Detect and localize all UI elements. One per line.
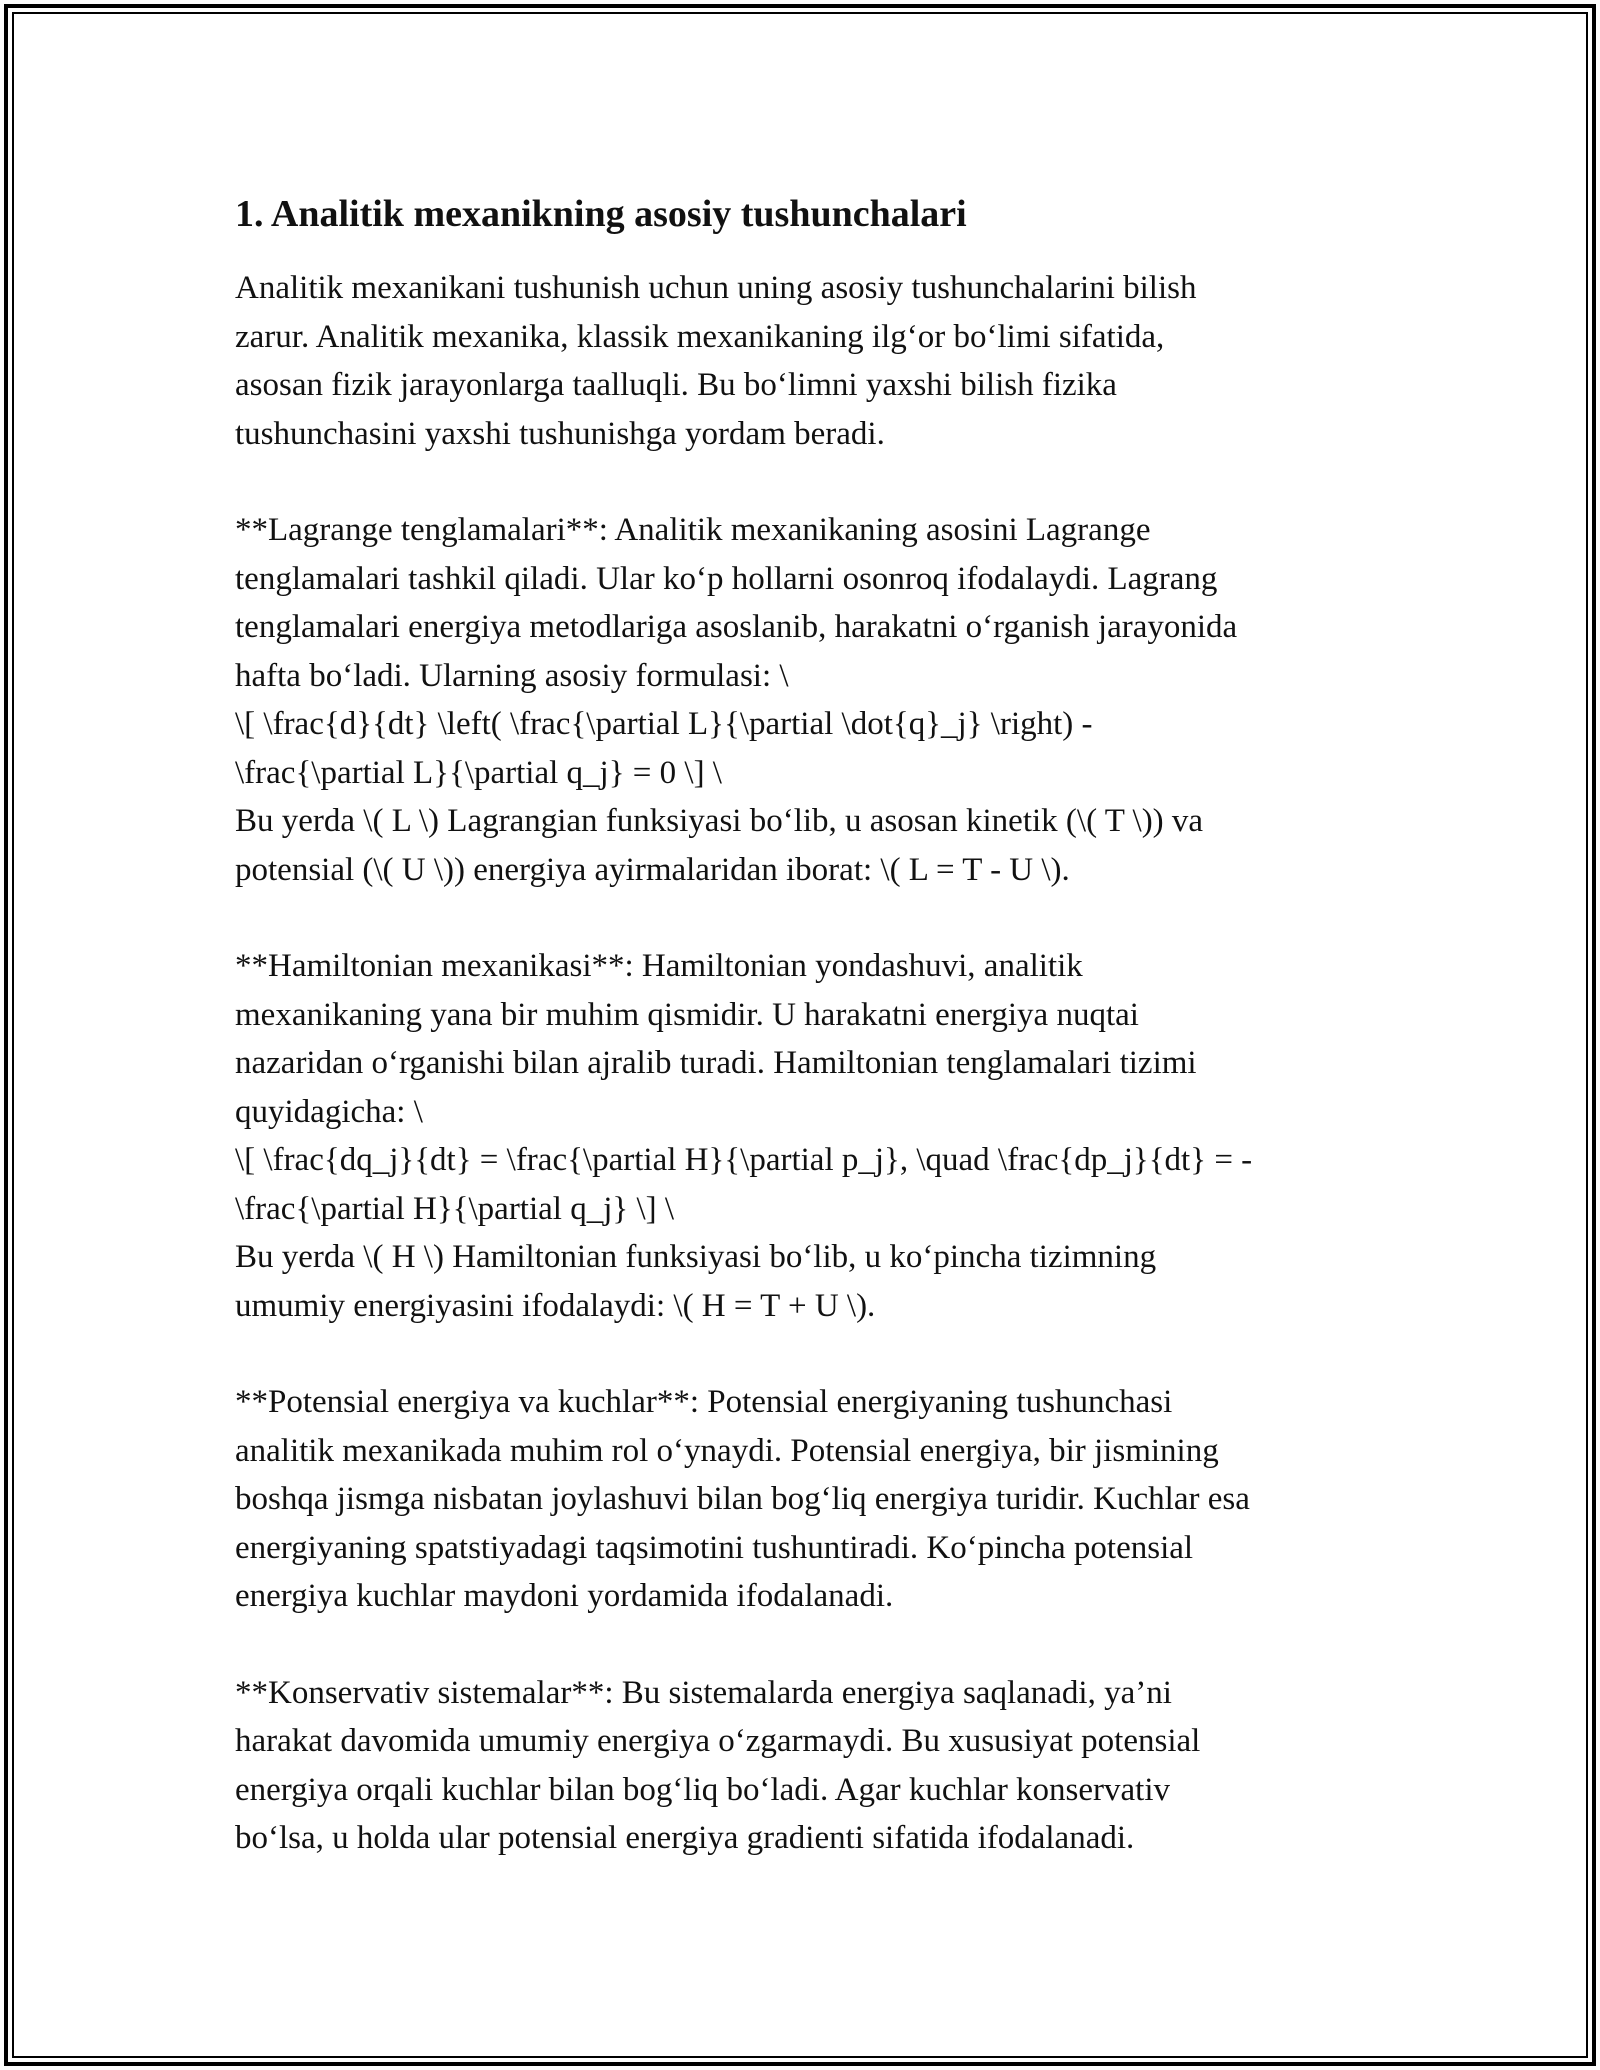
paragraph-lagrange bbox=[235, 506, 1375, 894]
text-line: energiya orqali kuchlar bilan bog‘liq bo‘ladi. Agar kuchlar konservativ bbox=[235, 1771, 1171, 1808]
text-line: tushunchasini yaxshi tushunishga yordam beradi. bbox=[235, 415, 885, 452]
section-heading: 1. Analitik mexanikning asosiy tushunchalari bbox=[235, 193, 967, 235]
formula-line: \[ \frac{d}{dt} \left( \frac{\partial L}{\partial \dot{q}_j} \right) - bbox=[235, 706, 1093, 742]
formula-line: \frac{\partial H}{\partial q_j} \] \ bbox=[235, 1190, 675, 1227]
text-line: zarur. Analitik mexanika, klassik mexanikaning ilg‘or bo‘limi sifatida, bbox=[235, 318, 1165, 355]
text-line: **Konservativ sistemalar**: Bu sistemalarda energiya saqlanadi, ya’ni bbox=[235, 1674, 1172, 1711]
text-line: analitik mexanikada muhim rol o‘ynaydi. Potensial energiya, bir jismining bbox=[235, 1432, 1219, 1469]
formula-line: \frac{\partial L}{\partial q_j} = 0 \] \ bbox=[235, 754, 722, 791]
text-line: **Lagrange tenglamalari**: Analitik mexanikaning asosini Lagrange bbox=[235, 512, 1151, 548]
paragraph-potential-energy bbox=[235, 1378, 1375, 1621]
text-line: **Potensial energiya va kuchlar**: Potensial energiyaning tushunchasi bbox=[235, 1384, 1173, 1420]
text-line: tenglamalari energiya metodlariga asoslanib, harakatni o‘rganish jarayonida bbox=[235, 609, 1238, 645]
text-line: hafta bo‘ladi. Ularning asosiy formulasi: \ bbox=[235, 657, 789, 694]
paragraph-conservative-systems bbox=[235, 1669, 1375, 1863]
text-line: umumiy energiyasini ifodalaydi: \( H = T + U \). bbox=[235, 1287, 876, 1324]
text-line: tenglamalari tashkil qiladi. Ular ko‘p hollarni osonroq ifodalaydi. Lagrang bbox=[235, 560, 1218, 597]
text-line: boshqa jismga nisbatan joylashuvi bilan bog‘liq energiya turidir. Kuchlar esa bbox=[235, 1481, 1250, 1517]
paragraph-intro bbox=[235, 264, 1375, 458]
text-line: energiya kuchlar maydoni yordamida ifodalanadi. bbox=[235, 1578, 894, 1614]
text-line: bo‘lsa, u holda ular potensial energiya gradienti sifatida ifodalanadi. bbox=[235, 1820, 1135, 1856]
paragraph-hamiltonian bbox=[235, 942, 1375, 1330]
text-line: Analitik mexanikani tushunish uchun uning asosiy tushunchalarini bilish bbox=[235, 270, 1197, 306]
text-line: Bu yerda \( L \) Lagrangian funksiyasi bo‘lib, u asosan kinetik (\( T \)) va bbox=[235, 803, 1204, 839]
text-line: mexanikaning yana bir muhim qismidir. U harakatni energiya nuqtai bbox=[235, 996, 1139, 1033]
text-line: potensial (\( U \)) energiya ayirmalaridan iborat: \( L = T - U \). bbox=[235, 851, 1070, 888]
text-line: Bu yerda \( H \) Hamiltonian funksiyasi bo‘lib, u ko‘pincha tizimning bbox=[235, 1239, 1157, 1275]
text-line: quyidagicha: \ bbox=[235, 1093, 423, 1130]
formula-line: \[ \frac{dq_j}{dt} = \frac{\partial H}{\partial p_j}, \quad \frac{dp_j}{dt} = - bbox=[235, 1142, 1253, 1178]
text-line: asosan fizik jarayonlarga taalluqli. Bu bo‘limni yaxshi bilish fizika bbox=[235, 367, 1117, 403]
document-body bbox=[235, 188, 1375, 1911]
text-line: **Hamiltonian mexanikasi**: Hamiltonian yondashuvi, analitik bbox=[235, 948, 1083, 984]
text-line: harakat davomida umumiy energiya o‘zgarmaydi. Bu xususiyat potensial bbox=[235, 1723, 1201, 1759]
text-line: nazaridan o‘rganishi bilan ajralib turadi. Hamiltonian tenglamalari tizimi bbox=[235, 1045, 1197, 1081]
text-line: energiyaning spatstiyadagi taqsimotini tushuntiradi. Ko‘pincha potensial bbox=[235, 1529, 1194, 1566]
